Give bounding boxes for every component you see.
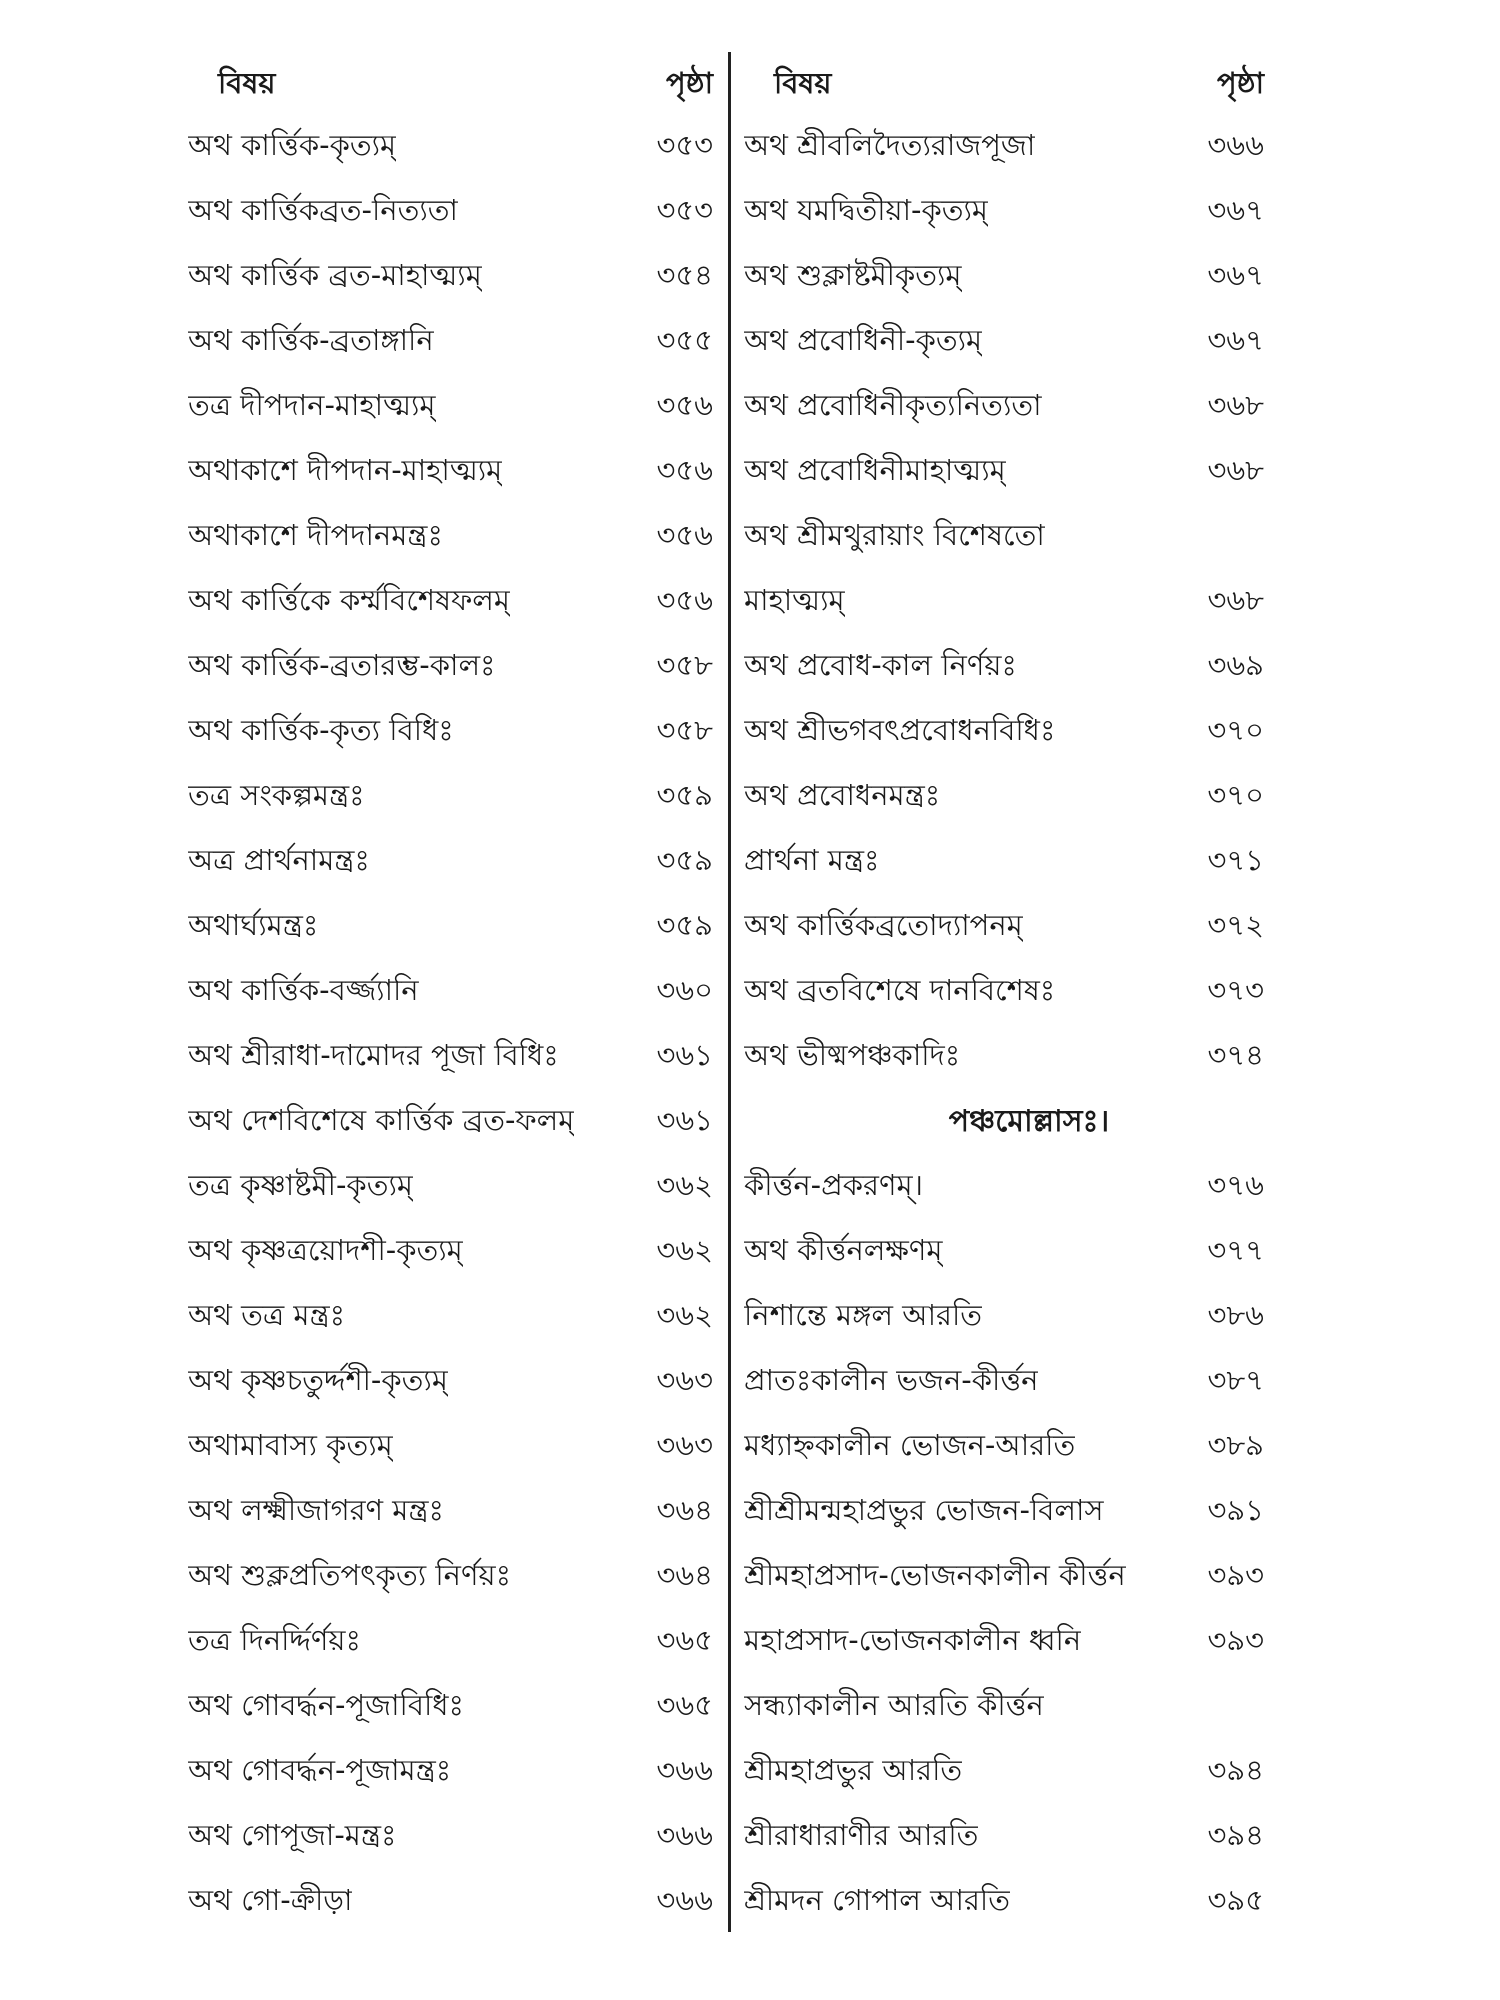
toc-entry xyxy=(188,375,713,440)
entry-title: নিশান্তে মঙ্গল আরতি xyxy=(744,1298,983,1332)
toc-entry xyxy=(188,830,713,895)
toc-entry xyxy=(744,1220,1274,1285)
entry-page-number: ৩৬৬ xyxy=(1207,128,1264,162)
entry-title: সন্ধ্যাকালীন আরতি কীর্ত্তন xyxy=(744,1688,1044,1722)
entry-title: অথ কার্ত্তিক ব্রত-মাহাত্ম্যম্ xyxy=(188,258,482,292)
page-heading: পৃষ্ঠা xyxy=(666,65,713,100)
entry-title: প্রার্থনা মন্ত্রঃ xyxy=(744,843,880,877)
entry-title: অথ প্রবোধিনী-কৃত্যম্ xyxy=(744,323,983,357)
entry-title: অথাকাশে দীপদানমন্ত্রঃ xyxy=(188,518,443,552)
entry-page-number: ৩৫৫ xyxy=(656,323,713,357)
page-heading: পৃষ্ঠা xyxy=(1217,65,1264,100)
toc-entry xyxy=(744,505,1274,570)
toc-entry xyxy=(744,570,1274,635)
entry-page-number: ৩৫৯ xyxy=(656,908,713,942)
toc-entry xyxy=(188,765,713,830)
entry-title: অথ শ্রীবলিদৈত্যরাজপূজা xyxy=(744,128,1036,162)
toc-entry xyxy=(744,635,1274,700)
toc-entry xyxy=(188,310,713,375)
entry-title: শ্রীমদন গোপাল আরতি xyxy=(744,1883,1010,1917)
entry-title: অথ ব্রতবিশেষে দানবিশেষঃ xyxy=(744,973,1056,1007)
entry-page-number: ৩৬২ xyxy=(656,1298,713,1332)
toc-entry xyxy=(744,1285,1274,1350)
entry-title: অথ কার্ত্তিক-বর্জ্জ্যানি xyxy=(188,973,419,1007)
entry-title: অত্র প্রার্থনামন্ত্রঃ xyxy=(188,843,370,877)
entry-title: শ্রীশ্রীমন্মহাপ্রভুর ভোজন-বিলাস xyxy=(744,1493,1104,1527)
entry-title: অথ প্রবোধনমন্ত্রঃ xyxy=(744,778,941,812)
entry-title: অথ দেশবিশেষে কার্ত্তিক ব্রত-ফলম্ xyxy=(188,1103,575,1137)
entry-page-number: ৩৬০ xyxy=(656,973,713,1007)
entry-title: অথাকাশে দীপদান-মাহাত্ম্যম্ xyxy=(188,453,503,487)
entry-page-number: ৩৬৬ xyxy=(656,1818,713,1852)
entry-title: অথ কার্ত্তিক-ব্রতাঙ্গানি xyxy=(188,323,434,357)
entry-title: অথ শুক্লাষ্টমীকৃত্যম্ xyxy=(744,258,962,292)
entry-title: তত্র সংকল্পমন্ত্রঃ xyxy=(188,778,365,812)
toc-entry xyxy=(744,245,1274,310)
entry-title: অথ কার্ত্তিকে কর্ম্মবিশেষফলম্ xyxy=(188,583,510,617)
entry-page-number: ৩৭২ xyxy=(1207,908,1264,942)
entry-page-number: ৩৫৬ xyxy=(656,453,713,487)
entry-title: শ্রীমহাপ্রসাদ-ভোজনকালীন কীর্ত্তন xyxy=(744,1558,1126,1592)
entry-page-number: ৩৬৮ xyxy=(1207,583,1264,617)
toc-column-left xyxy=(188,55,713,1935)
entry-page-number: ৩৬২ xyxy=(656,1168,713,1202)
toc-entry xyxy=(744,895,1274,960)
toc-entry xyxy=(188,1415,713,1480)
toc-entry xyxy=(744,1155,1274,1220)
entry-page-number: ৩৯১ xyxy=(1207,1493,1264,1527)
toc-entry xyxy=(744,440,1274,505)
toc-entry xyxy=(744,1740,1274,1805)
toc-entry xyxy=(188,115,713,180)
toc-entry xyxy=(188,1220,713,1285)
toc-entry xyxy=(744,1025,1274,1090)
entry-page-number: ৩৭৩ xyxy=(1207,973,1264,1007)
entry-page-number: ৩৫৬ xyxy=(656,388,713,422)
entry-page-number: ৩৬৪ xyxy=(656,1558,713,1592)
toc-entry xyxy=(744,765,1274,830)
toc-entry xyxy=(188,505,713,570)
entry-title: অথ কার্ত্তিক-কৃত্যম্ xyxy=(188,128,397,162)
entry-title: অথ কার্ত্তিক-কৃত্য বিধিঃ xyxy=(188,713,454,747)
toc-entry xyxy=(188,1480,713,1545)
entry-page-number: ৩৫৯ xyxy=(656,778,713,812)
toc-entry xyxy=(188,1285,713,1350)
entry-page-number: ৩৬৯ xyxy=(1207,648,1264,682)
entry-page-number: ৩৭০ xyxy=(1207,778,1264,812)
entry-title: কীর্ত্তন-প্রকরণম্। xyxy=(744,1168,923,1202)
entry-page-number: ৩৭৬ xyxy=(1207,1168,1264,1202)
toc-entry xyxy=(744,1610,1274,1675)
entry-page-number: ৩৬৫ xyxy=(656,1623,713,1657)
entry-page-number: ৩৮৯ xyxy=(1207,1428,1264,1462)
entry-title: অথ গোবর্দ্ধন-পূজাবিধিঃ xyxy=(188,1688,464,1722)
entry-page-number: ৩৬৩ xyxy=(656,1363,713,1397)
entry-title: প্রাতঃকালীন ভজন-কীর্ত্তন xyxy=(744,1363,1039,1397)
entry-title: অথ কৃষ্ণত্রয়োদশী-কৃত্যম্ xyxy=(188,1233,463,1267)
entry-title: পঞ্চমোল্লাসঃ। xyxy=(948,1104,1110,1139)
subject-heading: বিষয় xyxy=(218,65,276,100)
entry-title: অথ কার্ত্তিকব্রত-নিত্যতা xyxy=(188,193,458,227)
entry-title: অথ শ্রীভগবৎপ্রবোধনবিধিঃ xyxy=(744,713,1056,747)
toc-entry xyxy=(744,1415,1274,1480)
toc-entry xyxy=(188,1090,713,1155)
toc-entry xyxy=(188,1155,713,1220)
entry-title: অথ গোপূজা-মন্ত্রঃ xyxy=(188,1818,397,1852)
subject-heading: বিষয় xyxy=(774,65,832,100)
entry-title: অথ গো-ক্রীড়া xyxy=(188,1883,353,1917)
entry-page-number: ৩৬৫ xyxy=(656,1688,713,1722)
entry-page-number: ৩৬১ xyxy=(656,1038,713,1072)
entry-title: অথ কৃষ্ণচতুর্দ্দশী-কৃত্যম্ xyxy=(188,1363,448,1397)
toc-entry xyxy=(188,570,713,635)
toc-list-right xyxy=(744,115,1274,1935)
toc-entry xyxy=(744,115,1274,180)
entry-title: অথ শুক্লপ্রতিপৎকৃত্য নির্ণয়ঃ xyxy=(188,1558,512,1592)
entry-page-number: ৩৫৪ xyxy=(656,258,713,292)
toc-entry xyxy=(188,960,713,1025)
toc-entry xyxy=(744,1870,1274,1935)
entry-page-number: ৩৫৯ xyxy=(656,843,713,877)
entry-page-number: ৩৭৭ xyxy=(1207,1233,1264,1267)
toc-entry xyxy=(744,180,1274,245)
entry-page-number: ৩৯৩ xyxy=(1207,1623,1264,1657)
entry-page-number: ৩৬৬ xyxy=(656,1753,713,1787)
entry-title: অথ কীর্ত্তনলক্ষণম্ xyxy=(744,1233,943,1267)
entry-page-number: ৩৫৩ xyxy=(656,128,713,162)
toc-entry xyxy=(744,960,1274,1025)
entry-title: অথার্ঘ্যমন্ত্রঃ xyxy=(188,908,319,942)
toc-entry xyxy=(744,1350,1274,1415)
entry-title: তত্র দিনর্দ্দির্ণয়ঃ xyxy=(188,1623,361,1657)
toc-entry xyxy=(188,1675,713,1740)
column-divider xyxy=(728,52,731,1932)
entry-title: শ্রীরাধারাণীর আরতি xyxy=(744,1818,979,1852)
entry-title: অথ শ্রীমথুরায়াং বিশেষতো xyxy=(744,518,1045,552)
entry-page-number: ৩৫৩ xyxy=(656,193,713,227)
toc-entry xyxy=(188,895,713,960)
entry-page-number: ৩৫৬ xyxy=(656,518,713,552)
column-header xyxy=(744,55,1274,115)
toc-entry xyxy=(744,1480,1274,1545)
toc-entry xyxy=(188,1870,713,1935)
entry-title: তত্র কৃষ্ণাষ্টমী-কৃত্যম্ xyxy=(188,1168,413,1202)
toc-entry xyxy=(188,1740,713,1805)
toc-entry xyxy=(744,1545,1274,1610)
toc-entry xyxy=(188,440,713,505)
toc-entry xyxy=(188,1350,713,1415)
toc-entry xyxy=(188,635,713,700)
entry-page-number: ৩৬৩ xyxy=(656,1428,713,1462)
entry-page-number: ৩৯৪ xyxy=(1207,1818,1264,1852)
entry-page-number: ৩৫৬ xyxy=(656,583,713,617)
entry-title: অথ যমদ্বিতীয়া-কৃত্যম্ xyxy=(744,193,989,227)
column-header xyxy=(188,55,713,115)
toc-entry xyxy=(744,1805,1274,1870)
entry-title: অথামাবাস্য কৃত্যম্ xyxy=(188,1428,393,1462)
entry-title: মধ্যাহ্নকালীন ভোজন-আরতি xyxy=(744,1428,1076,1462)
toc-entry xyxy=(744,375,1274,440)
entry-title: অথ ভীষ্মপঞ্চকাদিঃ xyxy=(744,1038,961,1072)
toc-entry xyxy=(188,1805,713,1870)
entry-page-number: ৩৫৮ xyxy=(656,648,713,682)
entry-page-number: ৩৬১ xyxy=(656,1103,713,1137)
toc-entry xyxy=(188,1545,713,1610)
entry-title: মহাপ্রসাদ-ভোজনকালীন ধ্বনি xyxy=(744,1623,1082,1657)
entry-page-number: ৩৮৭ xyxy=(1207,1363,1264,1397)
toc-entry xyxy=(188,1025,713,1090)
toc-entry xyxy=(188,1610,713,1675)
entry-title: অথ গোবর্দ্ধন-পূজামন্ত্রঃ xyxy=(188,1753,452,1787)
entry-page-number: ৩৬৬ xyxy=(656,1883,713,1917)
entry-page-number: ৩৬২ xyxy=(656,1233,713,1267)
toc-entry xyxy=(188,180,713,245)
entry-page-number: ৩৬৭ xyxy=(1207,258,1264,292)
toc-entry xyxy=(188,245,713,310)
entry-page-number: ৩৯৩ xyxy=(1207,1558,1264,1592)
toc-entry xyxy=(744,310,1274,375)
toc-entry xyxy=(744,700,1274,765)
entry-page-number: ৩৬৮ xyxy=(1207,453,1264,487)
toc-entry xyxy=(188,700,713,765)
entry-title: অথ লক্ষ্মীজাগরণ মন্ত্রঃ xyxy=(188,1493,444,1527)
entry-page-number: ৩৫৮ xyxy=(656,713,713,747)
entry-page-number: ৩৭৪ xyxy=(1207,1038,1264,1072)
section-heading xyxy=(744,1090,1274,1155)
entry-title: অথ কার্ত্তিকব্রতোদ্যাপনম্ xyxy=(744,908,1023,942)
toc-list-left xyxy=(188,115,713,1935)
entry-title: অথ তত্র মন্ত্রঃ xyxy=(188,1298,346,1332)
entry-page-number: ৩৯৫ xyxy=(1207,1883,1264,1917)
entry-title: তত্র দীপদান-মাহাত্ম্যম্ xyxy=(188,388,436,422)
entry-page-number: ৩৭০ xyxy=(1207,713,1264,747)
toc-entry xyxy=(744,1675,1274,1740)
entry-page-number: ৩৬৪ xyxy=(656,1493,713,1527)
entry-title: অথ কার্ত্তিক-ব্রতারম্ভ-কালঃ xyxy=(188,648,496,682)
toc-column-right xyxy=(744,55,1274,1935)
entry-title: অথ প্রবোধ-কাল নির্ণয়ঃ xyxy=(744,648,1017,682)
entry-page-number: ৩৯৪ xyxy=(1207,1753,1264,1787)
entry-page-number: ৩৬৭ xyxy=(1207,323,1264,357)
toc-entry xyxy=(744,830,1274,895)
entry-title: অথ প্রবোধিনীমাহাত্ম্যম্ xyxy=(744,453,1006,487)
entry-title: অথ প্রবোধিনীকৃত্যনিত্যতা xyxy=(744,388,1042,422)
entry-title: শ্রীমহাপ্রভুর আরতি xyxy=(744,1753,963,1787)
entry-title: অথ শ্রীরাধা-দামোদর পূজা বিধিঃ xyxy=(188,1038,559,1072)
entry-page-number: ৩৮৬ xyxy=(1207,1298,1264,1332)
entry-page-number: ৩৬৮ xyxy=(1207,388,1264,422)
entry-page-number: ৩৭১ xyxy=(1207,843,1264,877)
entry-title: মাহাত্ম্যম্ xyxy=(744,583,845,617)
entry-page-number: ৩৬৭ xyxy=(1207,193,1264,227)
